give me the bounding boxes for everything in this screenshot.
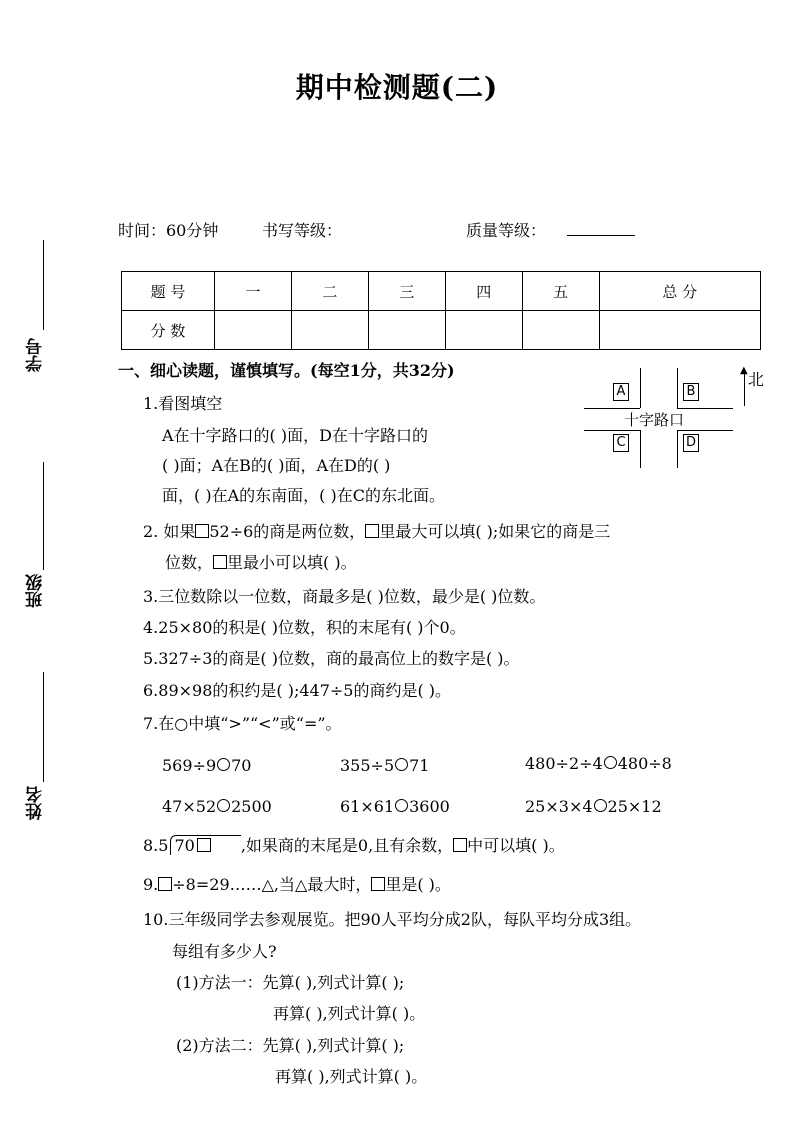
table-cell: 二 [291,272,368,311]
student-id-label: 学号 [26,338,46,372]
q4: 4.25×80的积是( )位数，积的末尾有( )个0。 [143,618,466,637]
page-title: 期中检测题(二) [295,71,499,104]
road-line [677,430,678,468]
q10-line1: 10.三年级同学去参观展览。把90人平均分成2队，每队平均分成3组。 [143,910,642,929]
square-blank-icon [197,838,211,852]
score-table [121,271,761,350]
compare-item: 47×52 2500 [162,797,272,816]
table-row [122,311,761,350]
q10-method1-b: 再算( ),列式计算( )。 [273,1004,426,1023]
compare-item: 61×61 3600 [340,797,450,816]
q6: 6.89×98的积约是( );447÷5的商约是( )。 [143,681,452,700]
road-line [677,368,678,408]
q9: 9. ÷8=29……△,当△最大时， 里是( )。 [143,875,451,894]
circle-blank-icon[interactable] [395,799,408,812]
road-line [677,430,733,431]
q1-label: 1.看图填空 [143,394,223,413]
label-A: A [613,383,629,401]
q8: 8.5 70 ,如果商的末尾是0,且有余数， 中可以填( )。 [143,836,565,855]
class-line [43,462,44,570]
circle-blank-icon[interactable] [594,799,607,812]
q10-method2-b: 再算( ),列式计算( )。 [275,1067,428,1086]
score-cell[interactable] [368,311,445,350]
square-blank-icon [371,877,385,891]
q5: 5.327÷3的商是( )位数，商的最高位上的数字是( )。 [143,649,520,668]
q1-line3: 面，( )在A的东南面，( )在C的东北面。 [162,486,445,505]
long-division-sign: 70 [170,835,240,855]
square-blank-icon [213,555,227,569]
q10-method1-a: (1)方法一：先算( ),列式计算( ); [176,973,405,992]
name-label: 姓名 [26,786,46,820]
circle-blank-icon[interactable] [217,799,230,812]
circle-blank-icon[interactable] [395,758,408,771]
table-row [122,272,761,311]
crossroad-label: 十字路口 [624,411,685,429]
square-blank-icon [453,838,467,852]
q1-line2: ( )面；A在B的( )面，A在D的( ) [162,456,391,475]
label-D: D [683,434,699,452]
name-line [43,672,44,782]
compare-item: 480÷2÷4 480÷8 [525,754,672,773]
label-B: B [683,383,699,401]
writing-grade-label: 书写等级： [262,221,343,240]
q2-line2: 位数， 里最小可以填( )。 [165,553,357,572]
table-cell: 一 [215,272,292,311]
q1-line1: A在十字路口的( )面，D在十字路口的 [162,426,428,445]
square-blank-icon [195,524,209,538]
table-cell: 题 号 [122,272,215,311]
score-cell[interactable] [599,311,760,350]
road-line [677,408,733,409]
label-C: C [613,434,629,452]
table-cell: 三 [368,272,445,311]
intersection-diagram [582,365,765,468]
q2-line1: 2. 如果 52÷6的商是两位数， 里最大可以填( );如果它的商是三 [143,522,611,541]
road-line [640,368,641,408]
table-cell: 五 [522,272,599,311]
quality-grade-label: 质量等级： [466,221,547,240]
q10-line2: 每组有多少人? [172,942,277,961]
circle-blank-icon[interactable] [217,758,230,771]
compare-item: 25×3×4 25×12 [525,797,662,816]
table-cell: 总 分 [599,272,760,311]
compare-item: 355÷5 71 [340,756,430,775]
q10-method2-a: (2)方法二：先算( ),列式计算( ); [176,1036,405,1055]
table-cell: 分 数 [122,311,215,350]
north-arrow-icon [744,372,745,406]
score-cell[interactable] [522,311,599,350]
road-line [584,430,640,431]
quality-grade-blank[interactable] [567,222,635,236]
square-blank-icon [365,524,379,538]
class-label: 班级 [26,574,46,608]
student-id-line [43,240,44,330]
arrow-head-icon: ▲ [740,365,748,376]
time-label: 时间：60分钟 [118,221,219,240]
table-cell: 四 [445,272,522,311]
score-cell[interactable] [445,311,522,350]
north-label: 北 [748,370,765,389]
score-cell[interactable] [215,311,292,350]
score-cell[interactable] [291,311,368,350]
road-line [640,430,641,468]
q7-label: 7.在○中填“>”“<”或“=”。 [143,714,342,733]
compare-item: 569÷9 70 [162,756,252,775]
section-title: 一、细心读题，谨慎填写。(每空1分，共32分) [118,361,455,380]
square-blank-icon [158,877,172,891]
q3: 3.三位数除以一位数，商最多是( )位数，最少是( )位数。 [143,587,546,606]
circle-blank-icon[interactable] [604,756,617,769]
